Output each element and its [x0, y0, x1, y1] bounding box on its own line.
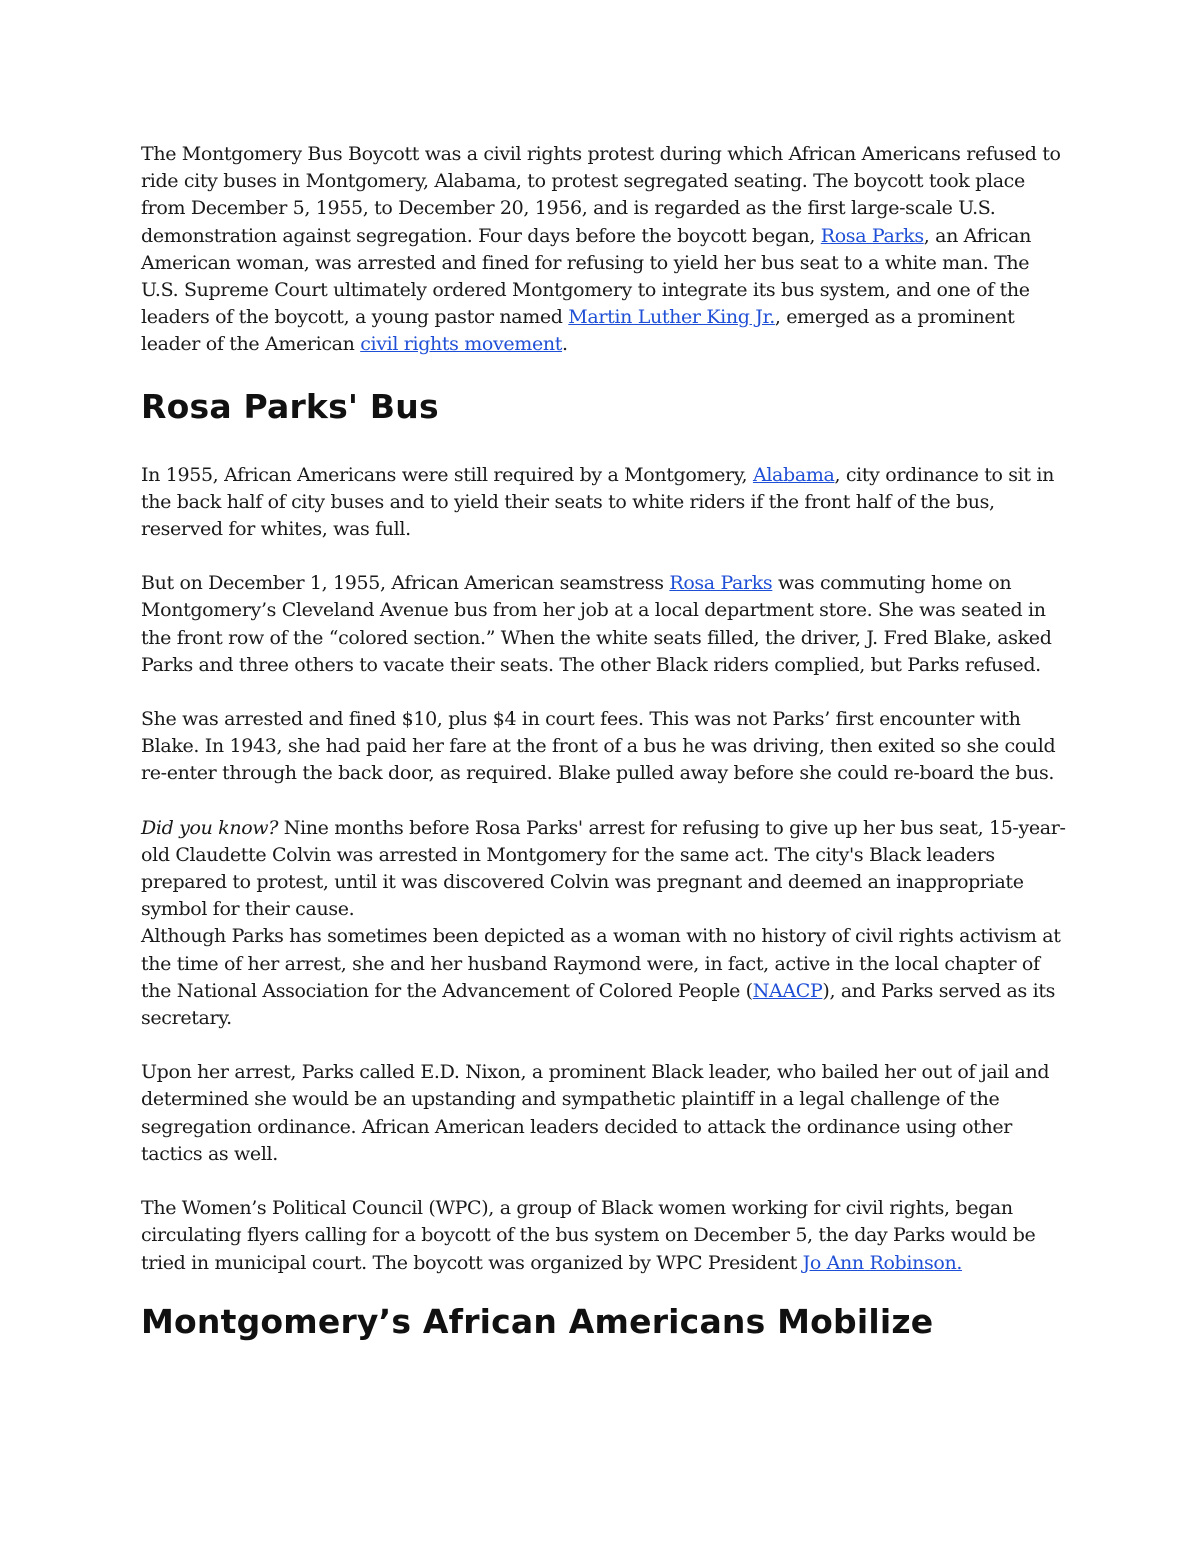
jo-ann-robinson-link[interactable]: Jo Ann Robinson. — [802, 1251, 963, 1274]
naacp-text-1: Although Parks has sometimes been depicted as a woman with no history of civil rights activism at the time of her arrest, she and her husband Raymond were, in fact, active in the local chapter of the National Association for the Advancement of Colored People ( — [141, 925, 1061, 1002]
intro-text-3: , emerged as a prominent leader of the American — [141, 306, 1015, 356]
did-you-know-paragraph — [141, 815, 1066, 924]
ordinance-text-1: In 1955, African Americans were still required by a Montgomery, — [141, 463, 753, 486]
naacp-paragraph — [141, 923, 1066, 1032]
wpc-text-1: The Women’s Political Council (WPC), a group of Black women working for civil rights, began circulating flyers calling for a boycott of the bus system on December 5, the day Parks would be tried in municipal court. The boycott was organized by WPC President — [141, 1197, 1036, 1274]
civil-rights-movement-link[interactable]: civil rights movement — [360, 333, 563, 356]
nixon-paragraph: Upon her arrest, Parks called E.D. Nixon, a prominent Black leader, who bailed her out of jail and determined she would be an upstanding and sympathetic plaintiff in a legal challenge of the segregation ordinance. African American leaders decided to attack the ordinance using other tactics as well. — [141, 1061, 1050, 1165]
rosa-parks-link-2[interactable]: Rosa Parks — [669, 572, 773, 595]
document-page — [141, 141, 1066, 1342]
december-text-2: was commuting home on Montgomery’s Cleveland Avenue bus from her job at a local department store. She was seated in the front row of the “colored section.” When the white seats filled, the driver, J. Fred Blake, asked Parks and three others to vacate their seats. The other Black riders complied, but Parks refused. — [141, 572, 1052, 676]
heading-rosa-parks-bus: Rosa Parks' Bus — [141, 386, 439, 426]
intro-text-2: , an African American woman, was arrested and fined for refusing to yield her bus seat to a white man. The U.S. Supreme Court ultimately ordered Montgomery to integrate its bus system, and one of the leaders of the boycott, a young pastor named — [141, 224, 1032, 329]
did-you-know-label: Did you know? — [141, 816, 279, 839]
december-paragraph — [141, 570, 1066, 679]
arrest-paragraph: She was arrested and fined $10, plus $4 in court fees. This was not Parks’ first encounter with Blake. In 1943, she had paid her fare at the front of a bus he was driving, then exited so she could re-enter through the back door, as required. Blake pulled away before she could re-board the bus. — [141, 708, 1056, 785]
naacp-link[interactable]: NAACP — [752, 979, 823, 1002]
heading-mobilize: Montgomery’s African Americans Mobilize — [141, 1301, 934, 1341]
wpc-paragraph — [141, 1195, 1066, 1277]
intro-paragraph — [141, 141, 1066, 359]
intro-text-1: The Montgomery Bus Boycott was a civil rights protest during which African Americans refused to ride city buses in Montgomery, Alabama, to protest segregated seating. The boycott took place from December 5, 1955, to December 20, 1956, and is regarded as the first large-scale U.S. demonstration against segregation. Four days before the boycott began, — [141, 143, 1061, 247]
rosa-parks-link[interactable]: Rosa Parks — [820, 224, 924, 247]
martin-luther-king-link[interactable]: Martin Luther King Jr. — [568, 306, 775, 329]
ordinance-text-2: , city ordinance to sit in the back half of city buses and to yield their seats to white riders if the front half of the bus, reserved for whites, was full. — [141, 463, 1054, 541]
did-you-know-text: Nine months before Rosa Parks' arrest for refusing to give up her bus seat, 15-year-old Claudette Colvin was arrested in Montgomery for the same act. The city's Black leaders prepared to protest, until it was discovered Colvin was pregnant and deemed an inappropriate symbol for their cause. — [141, 816, 1066, 921]
alabama-link[interactable]: Alabama — [752, 463, 835, 486]
naacp-text-2: ), and Parks served as its secretary. — [141, 979, 1056, 1030]
december-text-1: But on December 1, 1955, African American seamstress — [141, 572, 670, 595]
ordinance-paragraph — [141, 462, 1066, 544]
intro-text-4: . — [562, 333, 568, 356]
